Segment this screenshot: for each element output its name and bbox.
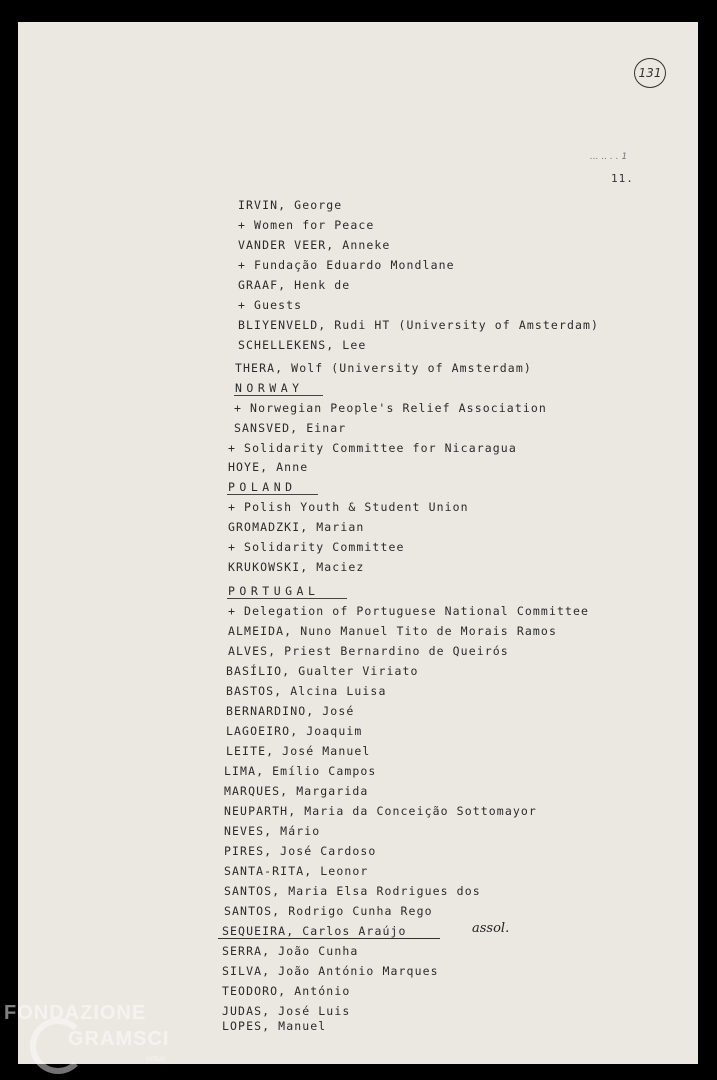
- watermark-line3: onlus: [146, 1054, 166, 1063]
- attendee-name: ALMEIDA, Nuno Manuel Tito de Morais Ramos: [228, 624, 557, 638]
- attendee-name: GROMADZKI, Marian: [228, 520, 365, 534]
- watermark-line2: GRAMSCI: [68, 1028, 170, 1050]
- attendee-name: MARQUES, Margarida: [224, 784, 369, 798]
- organization-line: + Delegation of Portuguese National Committee: [228, 604, 590, 618]
- attendee-name: LIMA, Emílio Campos: [224, 764, 377, 778]
- handwritten-note: assol.: [472, 921, 510, 936]
- organization-line: + Fundação Eduardo Mondlane: [238, 258, 455, 272]
- attendee-name: BLIYENVELD, Rudi HT (University of Amsterdam): [238, 318, 600, 332]
- attendee-name: GRAAF, Henk de: [238, 278, 351, 292]
- attendee-name: PIRES, José Cardoso: [224, 844, 377, 858]
- attendee-name: BERNARDINO, José: [226, 704, 355, 718]
- attendee-name: VANDER VEER, Anneke: [238, 238, 391, 252]
- heading-underline: [234, 395, 323, 396]
- attendee-name: NEVES, Mário: [224, 824, 321, 838]
- organization-line: + Norwegian People's Relief Association: [234, 401, 547, 415]
- attendee-name: ALVES, Priest Bernardino de Queirós: [228, 644, 509, 658]
- heading-underline: [227, 494, 318, 495]
- attendee-name: NEUPARTH, Maria da Conceição Sottomayor: [224, 804, 537, 818]
- organization-line: + Women for Peace: [238, 218, 375, 232]
- archive-stamp: 131: [634, 58, 666, 88]
- attendee-name: IRVIN, George: [238, 198, 343, 212]
- organization-line: + Solidarity Committee: [228, 540, 405, 554]
- attendee-name: LAGOEIRO, Joaquim: [226, 724, 363, 738]
- attendee-name: THERA, Wolf (University of Amsterdam): [235, 361, 532, 375]
- attendee-name: SEQUEIRA, Carlos Araújo: [222, 924, 407, 938]
- attendee-name: SANTOS, Maria Elsa Rodrigues dos: [224, 884, 481, 898]
- organization-line: + Guests: [238, 298, 303, 312]
- attendee-name: BASÍLIO, Gualter Viriato: [226, 664, 419, 678]
- country-heading: POLAND: [228, 480, 297, 494]
- organization-line: + Solidarity Committee for Nicaragua: [228, 441, 517, 455]
- attendee-name: SILVA, João António Marques: [222, 964, 439, 978]
- attendee-name: LOPES, Manuel: [222, 1019, 327, 1033]
- country-heading: NORWAY: [235, 381, 304, 395]
- handwritten-underline: [218, 938, 440, 939]
- attendee-name: TEODORO, António: [222, 984, 351, 998]
- watermark-logo: [4, 1002, 170, 1063]
- attendee-name: KRUKOWSKI, Maciez: [228, 560, 365, 574]
- attendee-name: SANTOS, Rodrigo Cunha Rego: [224, 904, 433, 918]
- heading-underline: [227, 598, 347, 599]
- country-heading: PORTUGAL: [228, 584, 320, 598]
- page-number: 11.: [611, 172, 634, 185]
- attendee-name: LEITE, José Manuel: [226, 744, 371, 758]
- attendee-name: JUDAS, José Luis: [222, 1004, 351, 1018]
- attendee-name: SCHELLEKENS, Lee: [238, 338, 367, 352]
- watermark-line1: FONDAZIONE: [4, 1002, 147, 1024]
- organization-line: + Polish Youth & Student Union: [228, 500, 469, 514]
- attendee-name: BASTOS, Alcina Luisa: [226, 684, 387, 698]
- attendee-name: SANTA-RITA, Leonor: [224, 864, 369, 878]
- attendee-name: SERRA, João Cunha: [222, 944, 359, 958]
- top-scribble: ... .. . . 1: [590, 152, 628, 162]
- attendee-name: SANSVED, Einar: [234, 421, 347, 435]
- attendee-name: HOYE, Anne: [228, 460, 309, 474]
